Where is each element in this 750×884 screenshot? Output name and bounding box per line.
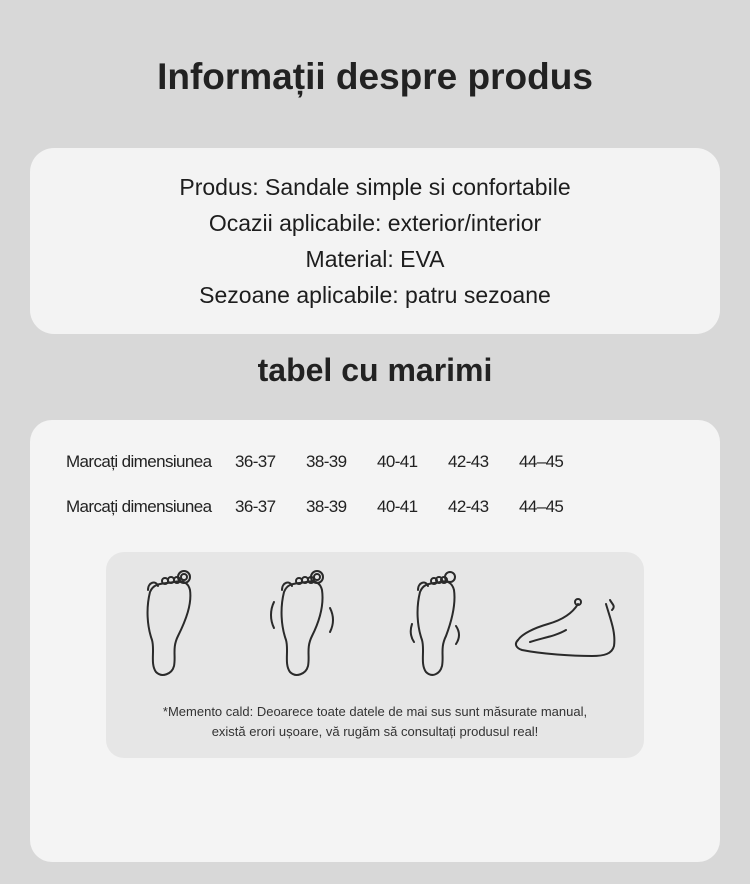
warm-reminder-note (106, 702, 644, 742)
size-value: 42-43 (448, 452, 489, 471)
page-title: Informații despre produs (157, 56, 593, 97)
foot-side-icon (512, 596, 624, 660)
size-value: 38-39 (306, 497, 347, 516)
info-material: Material: EVA (305, 245, 445, 272)
size-row (66, 495, 590, 519)
size-table-title: tabel cu marimi (257, 352, 493, 388)
size-value: 36-37 (235, 497, 276, 516)
info-seasons: Sezoane aplicabile: patru sezoane (199, 281, 551, 308)
size-row-label: Marcați dimensiunea (66, 452, 212, 471)
size-value: 42-43 (448, 497, 489, 516)
foot-normal-icon (138, 568, 202, 680)
size-row-label: Marcați dimensiunea (66, 497, 212, 516)
info-product: Produs: Sandale simple si confortabile (179, 173, 571, 200)
size-value: 44–45 (519, 452, 564, 471)
size-value: 36-37 (235, 452, 276, 471)
note-line: există erori ușoare, vă rugăm să consultați produsul real! (211, 724, 539, 739)
note-line: *Memento cald: Deoarece toate datele de mai sus sunt măsurate manual, (162, 704, 588, 719)
size-value: 44–45 (519, 497, 564, 516)
size-value: 40-41 (377, 497, 418, 516)
foot-wide-icon (266, 568, 338, 680)
foot-narrow-icon (406, 568, 470, 680)
info-occasions: Ocazii aplicabile: exterior/interior (208, 209, 542, 236)
product-info-card (30, 148, 720, 334)
size-row (66, 450, 590, 474)
size-value: 38-39 (306, 452, 347, 471)
size-value: 40-41 (377, 452, 418, 471)
